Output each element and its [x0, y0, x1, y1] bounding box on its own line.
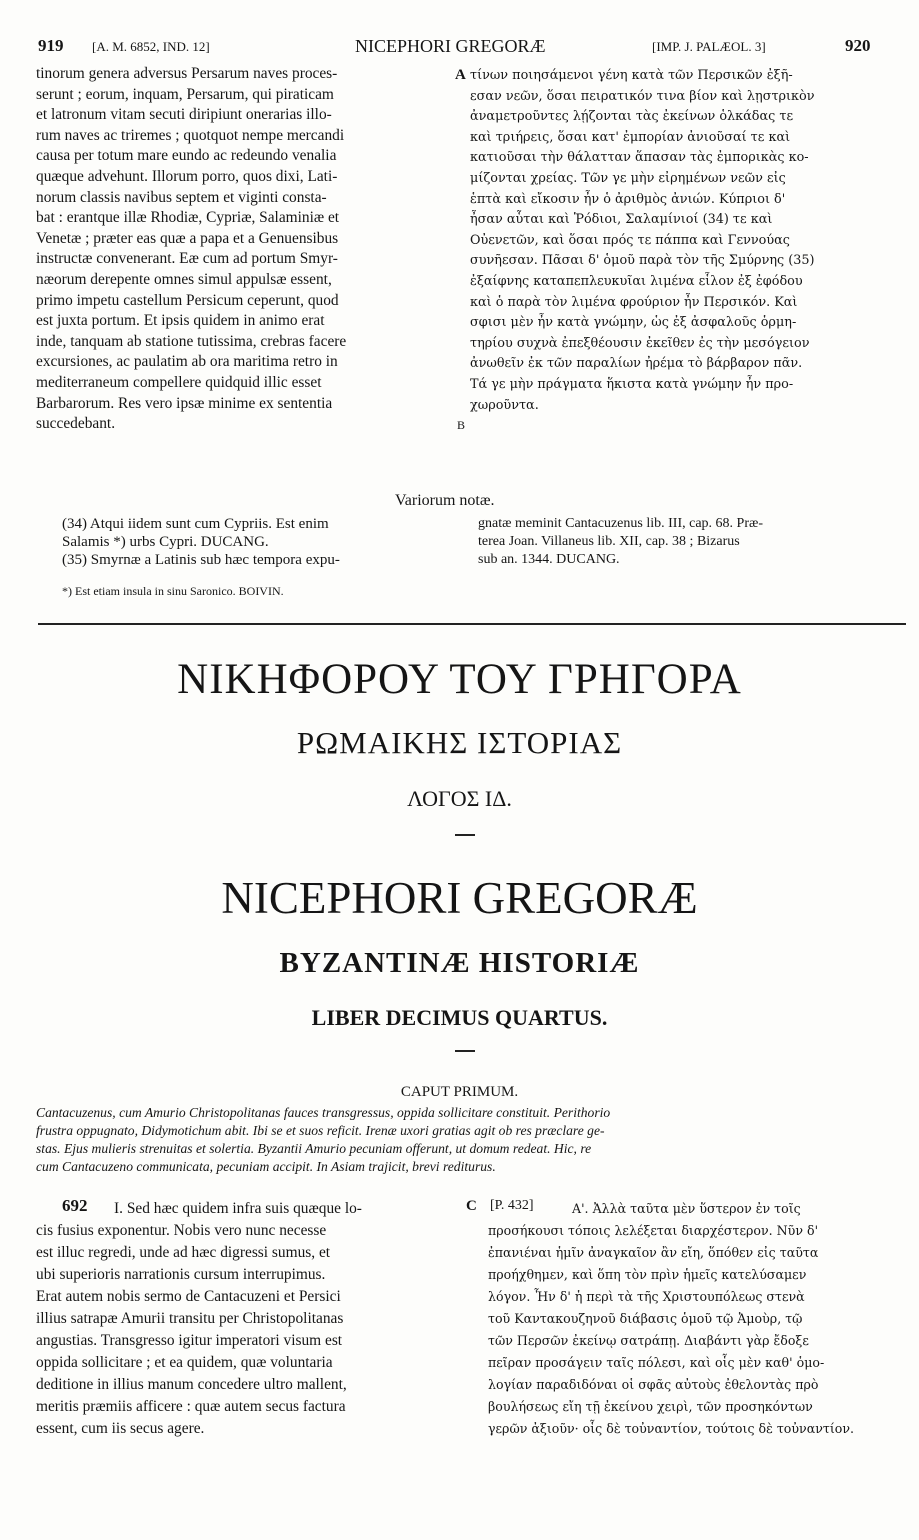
text-line: Erat autem nobis sermo de Cantacuzeni et Persici [36, 1288, 341, 1305]
right-page-number: 920 [845, 36, 871, 55]
greek-book-title: ΛΟΓΟΣ ΙΔ. [407, 786, 512, 811]
summary-line: stas. Ejus mulieris strenuitas et solertia. Byzantii Amurio pecuniam offerunt, ut domum redeat. Hic, re [36, 1141, 592, 1156]
text-line: προήχθημεν, καὶ ὅπη τὸν πρὶν ἡμεῖς κατελύσαμεν [488, 1267, 807, 1282]
text-line: primo impetu castellum Persicum ceperunt, quod [36, 291, 339, 309]
notes-right-column [478, 515, 763, 569]
text-line: σφισι μὲν ἦν κατὰ γνώμην, ὡς ἐξ ἀσφαλοῦς ὁρμη- [470, 315, 797, 331]
text-line: εσαν νεῶν, ὅσαι πειρατικόν τινα βίον καὶ λῃστρικὸν [470, 88, 815, 104]
right-date-bracket: [IMP. J. PALÆOL. 3] [652, 39, 766, 54]
note-line: gnatæ meminit Cantacuzenus lib. III, cap. 68. Præ- [478, 516, 763, 531]
text-line: τῶν Περσῶν ἐκείνῳ σατράπῃ. Διαβάντι γὰρ ἔδοξε [488, 1333, 809, 1348]
greek-page-ref: [P. 432] [490, 1198, 534, 1213]
greek-work-title: ΡΩΜΑΙΚΗΣ ΙΣΤΟΡΙΑΣ [296, 725, 623, 760]
text-line: Α'. Ἀλλὰ ταῦτα μὲν ὕστερον ἐν τοῖς [572, 1201, 801, 1216]
text-line: καὶ ὁ παρὰ τὸν λιμένα φρούριον ἦν Περσικόν. Καὶ [470, 294, 798, 310]
chapter-summary [36, 1104, 610, 1176]
margin-marker-a: A [455, 67, 466, 83]
text-line: rum naves ac triremes ; quotquot nempe mercandi [36, 126, 345, 144]
title-dash-1 [455, 834, 475, 836]
latin-author-title: NICEPHORI GREGORÆ [221, 873, 698, 923]
summary-line: frustra oppugnato, Didymotichum abit. Ibi se et suos reficit. Irenæ uxori gratias agit ob res præclare ge- [36, 1123, 605, 1138]
margin-marker-b: B [457, 418, 466, 432]
notes-left-column [62, 515, 340, 569]
latin-book-title: LIBER DECIMUS QUARTUS. [311, 1005, 608, 1030]
top-greek-column [470, 66, 890, 416]
text-line: συνῆεσαν. Πᾶσαι δ' ὁμοῦ παρὰ τὸν τῆς Σμύρνης (35) [470, 253, 815, 269]
title-dash-2 [455, 1050, 475, 1052]
text-line: ἑπτὰ καὶ εἴκοσιν ἦν ὁ ἀριθμὸς ἀνιών. Κύπριοι δ' [470, 191, 786, 207]
text-line: serunt ; eorum, inquam, Persarum, qui piraticam [36, 85, 334, 103]
text-line: λόγον. Ἦν δ' ἡ περὶ τὰ τῆς Χριστουπόλεως στενὰ [488, 1289, 805, 1304]
text-line: quæque advehunt. Illorum porro, quos dixi, Lati- [36, 167, 338, 185]
notes-heading: Variorum notæ. [395, 492, 495, 509]
note-line: terea Joan. Villaneus lib. XII, cap. 38 ; Bizarus [478, 534, 740, 549]
text-line: χωροῦντα. [470, 397, 539, 413]
text-line: I. Sed hæc quidem infra suis quæque lo- [114, 1200, 362, 1217]
text-line: bat : erantque illæ Rhodiæ, Cypriæ, Salaminiæ et [36, 209, 340, 227]
text-line: τίνων ποιησάμενοι γένη κατὰ τῶν Περσικῶν ἐξῆ- [470, 68, 793, 83]
text-line: succedebant. [36, 415, 116, 433]
text-line: κατιοῦσαι τὴν θάλατταν ἅπασαν τὰς ἐμπορικὰς κο- [470, 150, 809, 166]
section-divider [38, 623, 906, 625]
text-line: Barbarorum. Res vero ipsæ minime ex sententia [36, 394, 333, 412]
text-line: cis fusius exponentur. Nobis vero nunc necesse [36, 1222, 327, 1239]
text-line: Οὐενετῶν, καὶ ὅσαι πρός τε πάππα καὶ Γεννούας [470, 232, 790, 248]
text-line: oppida sollicitare ; et ea quidem, quæ voluntaria [36, 1354, 333, 1371]
text-line: deditione in illius manum concedere ultro mallent, [36, 1376, 347, 1393]
note-line: sub an. 1344. DUCANG. [478, 552, 620, 567]
text-line: meritis præmiis afficere : quæ autem secus factura [36, 1398, 346, 1415]
text-line: τοῦ Καντακουζηνοῦ διάβασις ὁμοῦ τῷ Ἀμοὺρ, τῷ [488, 1311, 803, 1326]
left-page-number: 919 [38, 36, 64, 55]
chapter-heading: CAPUT PRIMUM. [400, 1084, 519, 1100]
note-line: (34) Atqui iidem sunt cum Cypriis. Est enim [62, 516, 329, 532]
text-line: ἐπανιέναι ἡμῖν ἀναγκαῖον ἂν εἴη, ὅπόθεν εἰς ταῦτα [488, 1245, 819, 1260]
summary-line: cum Cantacuzeno communicata, pecuniam accipit. In Asiam trajicit, brevi rediturus. [36, 1159, 496, 1174]
text-line: inde, tanquam ab statione tutissima, crebras facere [36, 332, 347, 350]
note-line: (35) Smyrnæ a Latinis sub hæc tempora expu- [62, 552, 340, 568]
left-date-bracket: [A. M. 6852, IND. 12] [92, 39, 210, 54]
text-line: essent, cum iis secus agere. [36, 1420, 205, 1437]
text-line: τηρίου συχνὰ ἐπεξθέουσιν ἐκεῖθεν ἐς τὴν μεσόγειον [470, 335, 810, 351]
text-line: ἦσαν αὗται καὶ Ῥόδιοι, Σαλαμίνιοί (34) τε καὶ [470, 212, 773, 228]
text-line: illius satrapæ Amurii transitu per Christopolitanas [36, 1310, 344, 1327]
text-line: ubi superioris narrationis cursum interrupimus. [36, 1266, 326, 1283]
text-line: instructæ convenerant. Eæ cum ad portum Smyr- [36, 250, 338, 268]
text-line: næorum derepente omnes simul appulsæ essent, [36, 270, 332, 288]
body-page-number: 692 [62, 1196, 88, 1215]
text-line: excursiones, ac paulatim ab ora maritima retro in [36, 353, 338, 371]
text-line: προσήκουσι τόποις λελέξεται διαρχέστερον. Νῦν δ' [488, 1223, 819, 1238]
text-line: mediterraneum compellere quidquid illic esset [36, 373, 322, 391]
text-line: γερῶν ἀξιοῦν· οἷς δὲ τοὐναντίον, τούτοις δὲ τοὐναντίον. [488, 1421, 855, 1436]
notes-footnote: *) Est etiam insula in sinu Saronico. BOIVIN. [62, 584, 284, 598]
text-line: Venetæ ; præter eas quæ a papa et a Genuensibus [36, 229, 339, 247]
summary-line: Cantacuzenus, cum Amurio Christopolitanas fauces transgressus, oppida sollicitare constituit. Perithorio [36, 1105, 611, 1120]
text-line: et latronum vitam secuti diripiunt onerarias illo- [36, 106, 332, 124]
running-title: NICEPHORI GREGORÆ [355, 36, 546, 56]
margin-marker-c: C [466, 1198, 477, 1214]
text-line: μίζονται χρείας. Τῶν γε μὴν εἰρημένων νεῶν εἰς [470, 170, 786, 186]
body-greek-column [488, 1198, 908, 1440]
text-line: ἐξαίφνης καταπεπλευκυῖαι λιμένα εἷλον ἐξ ἐφόδου [470, 273, 803, 289]
top-latin-column [36, 64, 448, 435]
text-line: norum classis navibus septem et viginti consta- [36, 188, 327, 206]
text-line: causa per totum mare eundo ac redeundo venalia [36, 147, 337, 165]
note-line: Salamis *) urbs Cypri. DUCANG. [62, 534, 269, 550]
latin-work-title: BYZANTINÆ HISTORIÆ [279, 947, 640, 979]
text-line: βουλήσεως εἴη τῇ ἐκείνου χειρὶ, τῶν προσηκόντων [488, 1399, 813, 1414]
text-line: angustias. Transgresso igitur imperatori visum est [36, 1332, 343, 1349]
body-latin-column [36, 1198, 458, 1440]
text-line: tinorum genera adversus Persarum naves proces- [36, 65, 338, 82]
text-line: καὶ τριήρεις, ὅσαι κατ' ἐμπορίαν ἀνιοῦσαί τε καὶ [470, 129, 791, 145]
text-line: est juxta portum. Et ipsis quidem in animo erat [36, 312, 325, 330]
text-line: ἀνωθεῖν ἐκ τῶν παραλίων ἠρέμα τὸ βάρβαρον πᾶν. [470, 356, 803, 372]
text-line: est illuc regredi, unde ad hæc digressi sumus, et [36, 1244, 331, 1261]
text-line: Τά γε μὴν πράγματα ἥκιστα κατὰ γνώμην ἦν προ- [470, 376, 794, 392]
text-line: ἀναμετροῦντες λῄζονται τὰς ἐκείνων ὁλκάδας τε [470, 109, 794, 125]
text-line: λογίαν παραδιδόναι οἱ σφᾶς αὐτοὺς ἐθελοντὰς πρὸ [488, 1377, 819, 1392]
greek-author-title: ΝΙΚΗΦΟΡΟΥ ΤΟΥ ΓΡΗΓΟΡΑ [177, 656, 742, 703]
text-line: πεῖραν προσάγειν ταῖς πόλεσι, καὶ οἷς μὲν καθ' ὁμο- [488, 1355, 825, 1370]
